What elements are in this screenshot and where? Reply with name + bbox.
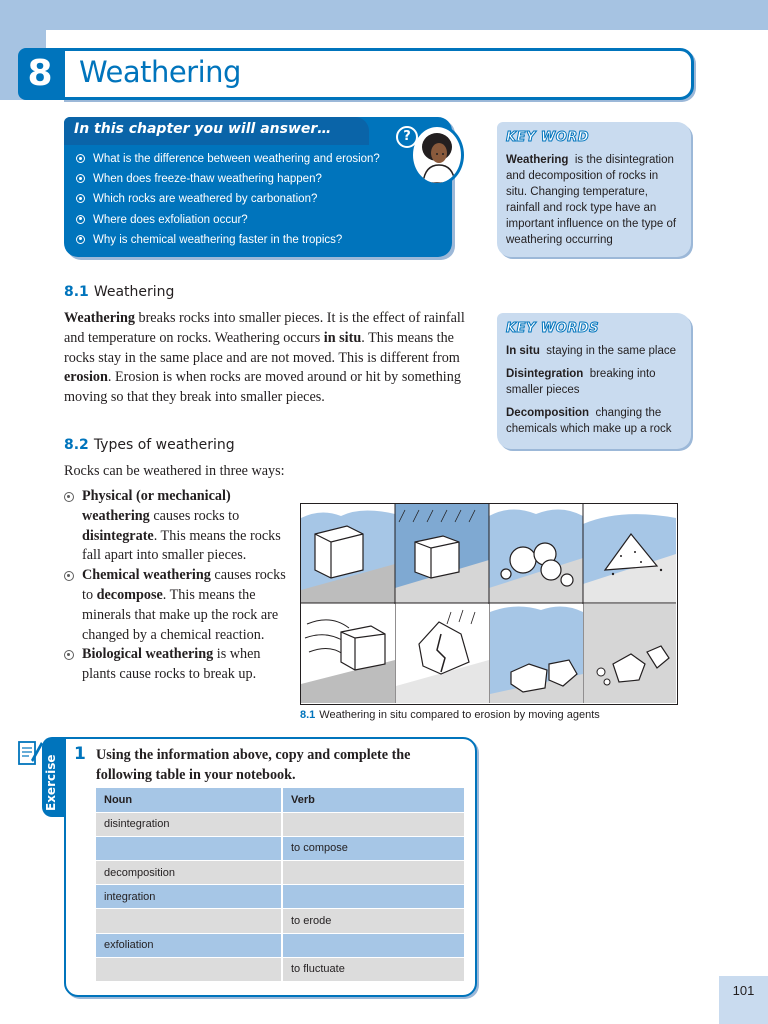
- chapter-title: Weathering: [79, 55, 241, 89]
- table-cell: exfoliation: [96, 933, 282, 957]
- list-item: Where does exfoliation occur?: [76, 210, 380, 230]
- bullet-icon: [76, 215, 85, 224]
- bullet-icon: [76, 154, 85, 163]
- key-word-item: In situ staying in the same place: [506, 345, 677, 357]
- bullet-icon: [64, 650, 74, 660]
- bullet-icon: [76, 174, 85, 183]
- table-header-noun: Noun: [96, 788, 282, 812]
- list-item: Chemical weathering causes rocks to decompose. This means the minerals that make up the rock are changed by a chemical reaction.: [64, 566, 294, 645]
- table-cell: to fluctuate: [282, 957, 465, 981]
- table-row: [96, 933, 465, 957]
- table-cell: [282, 933, 465, 957]
- table-cell: to erode: [282, 909, 465, 933]
- exercise-number: 1: [74, 744, 86, 764]
- table-row: [96, 836, 465, 860]
- figure-caption: 8.1 Weathering in situ compared to erosion by moving agents: [300, 709, 600, 721]
- list-item: What is the difference between weathering and erosion?: [76, 149, 380, 169]
- top-band: [0, 0, 768, 30]
- table-cell: integration: [96, 885, 282, 909]
- table-header-row: [96, 788, 465, 812]
- exercise-instruction: Using the information above, copy and complete the following table in your notebook.: [96, 747, 411, 783]
- student-avatar-icon: [410, 124, 464, 186]
- list-item: Biological weathering is when plants cause rocks to break up.: [64, 645, 294, 685]
- section-heading-8-2: 8.2 Types of weathering: [64, 437, 235, 453]
- list-item: When does freeze-thaw weathering happen?: [76, 169, 380, 189]
- bullet-icon: [76, 235, 85, 244]
- table-cell: decomposition: [96, 861, 282, 885]
- table-row: [96, 909, 465, 933]
- section-8-1-paragraph: Weathering breaks rocks into smaller pieces. It is the effect of rainfall and temperature on rocks. Weathering occurs in situ. This means the rocks stay in the same place and are not moved. This is different from erosion. Erosion is when rocks are moved around or hit by something moving so that they break into smaller pieces.: [64, 310, 465, 406]
- list-item: Physical (or mechanical) weathering causes rocks to disintegrate. This means the rocks fall apart into smaller pieces.: [64, 487, 294, 566]
- table-cell: [96, 957, 282, 981]
- table-header-verb: Verb: [282, 788, 465, 812]
- list-item: Which rocks are weathered by carbonation?: [76, 189, 380, 209]
- chapter-number: 8: [18, 48, 62, 100]
- table-row: [96, 861, 465, 885]
- bullet-icon: [76, 194, 85, 203]
- key-word-item: Disintegration breaking into smaller pieces: [506, 368, 656, 396]
- exercise-tab-label: Exercise: [44, 754, 58, 811]
- chapter-questions-header: [64, 117, 369, 145]
- section-heading-8-1: 8.1 Weathering: [64, 284, 175, 300]
- chapter-questions-box: [64, 117, 452, 257]
- table-cell: [96, 909, 282, 933]
- key-word-title: KEY WORD: [506, 130, 590, 145]
- weathering-illustration: [300, 503, 678, 705]
- table-cell: [282, 885, 465, 909]
- key-word-definition: Weathering is the disintegration and decomposition of rocks in situ. Changing temperature, rainfall and rock type have an important influence on the type of weathering occurring: [506, 154, 677, 246]
- table-row: [96, 957, 465, 981]
- noun-verb-table: [96, 788, 466, 982]
- key-words-box: [497, 313, 691, 449]
- chapter-questions-list: [76, 149, 380, 250]
- weathering-types-list: [64, 487, 294, 685]
- weathering-illustration-drawing: [301, 504, 676, 703]
- table-cell: disintegration: [96, 812, 282, 836]
- question-mark-icon: ?: [396, 126, 418, 148]
- section-8-2-intro: Rocks can be weathered in three ways:: [64, 463, 285, 479]
- key-word-item: Decomposition changing the chemicals which make up a rock: [506, 407, 672, 435]
- bullet-icon: [64, 571, 74, 581]
- page-number: 101: [719, 976, 768, 1024]
- list-item: Why is chemical weathering faster in the tropics?: [76, 230, 380, 250]
- chapter-questions-heading: In this chapter you will answer…: [74, 121, 332, 137]
- table-cell: to compose: [282, 836, 465, 860]
- table-cell: [282, 812, 465, 836]
- table-row: [96, 812, 465, 836]
- table-cell: [96, 836, 282, 860]
- notebook-pencil-icon: [17, 738, 43, 768]
- table-cell: [282, 861, 465, 885]
- exercise-tab: [42, 737, 66, 817]
- chapter-title-box: [62, 48, 694, 100]
- key-word-box: [497, 122, 691, 257]
- table-row: [96, 885, 465, 909]
- key-words-title: KEY WORDS: [506, 321, 599, 336]
- bullet-icon: [64, 492, 74, 502]
